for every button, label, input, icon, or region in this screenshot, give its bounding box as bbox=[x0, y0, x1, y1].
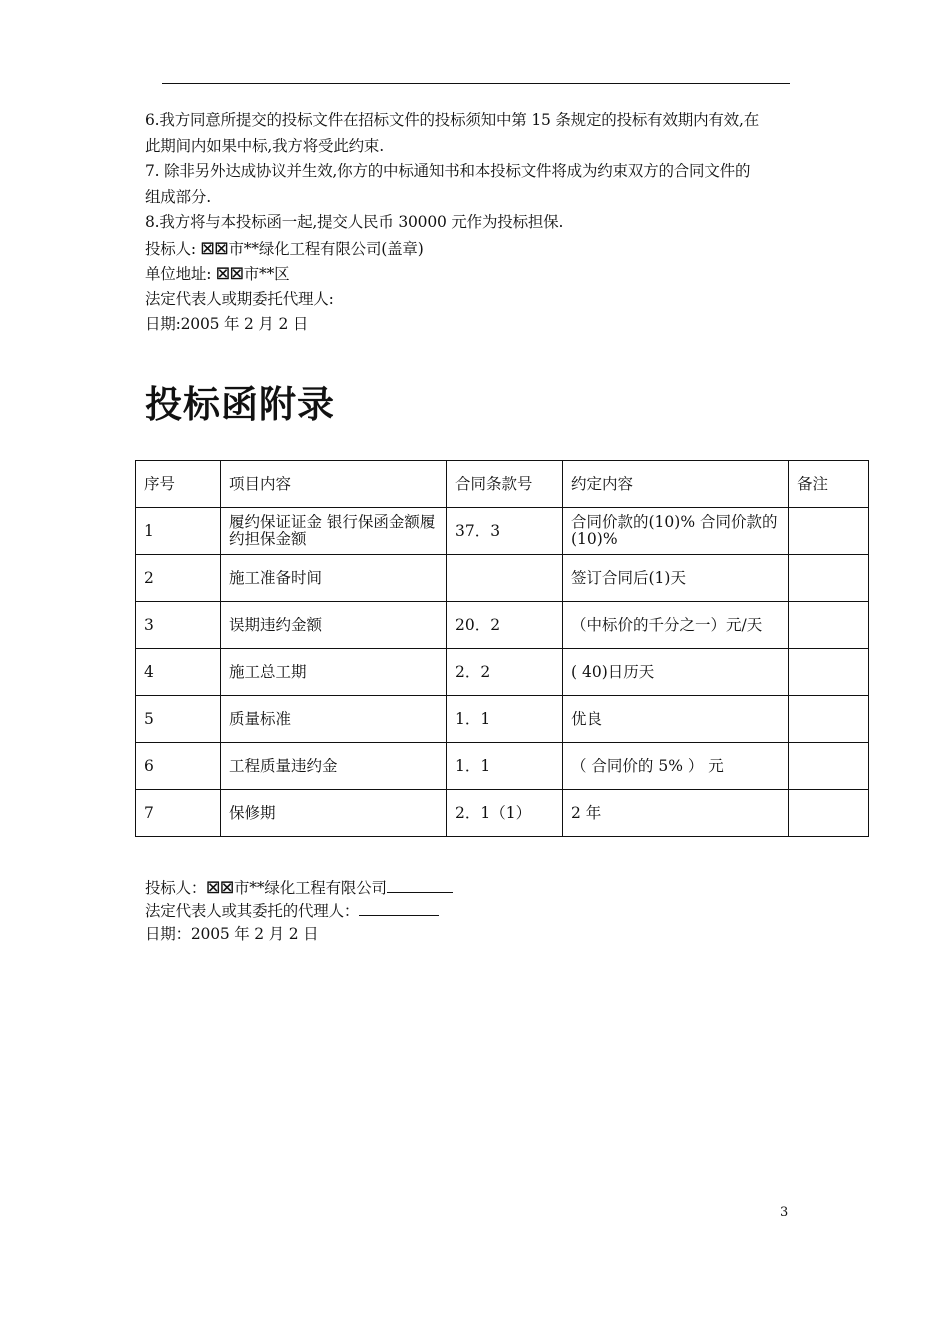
table-row bbox=[136, 696, 869, 743]
table-cell bbox=[789, 696, 869, 743]
paragraph-7-line-2: 组成部分. bbox=[145, 187, 211, 206]
bid-letter-body bbox=[145, 108, 825, 338]
table-cell: 签订合同后(1)天 bbox=[563, 555, 789, 602]
table-cell bbox=[789, 649, 869, 696]
table-cell: 20．2 bbox=[447, 602, 563, 649]
page-number: 3 bbox=[780, 1205, 789, 1220]
table-cell: 1．1 bbox=[447, 743, 563, 790]
table-cell bbox=[789, 555, 869, 602]
signature-date-line: 日期：2005 年 2 月 2 日 bbox=[145, 925, 319, 943]
table-cell: 优良 bbox=[563, 696, 789, 743]
table-cell: 2．1（1） bbox=[447, 790, 563, 837]
table-cell: 2 年 bbox=[563, 790, 789, 837]
paragraph-6-line-1: 6.我方同意所提交的投标文件在招标文件的投标须知中第 15 条规定的投标有效期内有效,在 bbox=[145, 111, 759, 129]
signature-bidder-line: 投标人：☒☒市**绿化工程有限公司 bbox=[145, 876, 453, 900]
table-cell: 7 bbox=[136, 790, 221, 837]
representative-line: 法定代表人或期委托代理人: bbox=[145, 289, 334, 308]
table-header-cell: 序号 bbox=[136, 461, 221, 508]
table-cell: 履约保证证金 银行保函金额履约担保金额 bbox=[221, 508, 447, 555]
table-cell bbox=[789, 602, 869, 649]
table-row bbox=[136, 555, 869, 602]
table-cell bbox=[789, 743, 869, 790]
placeholder-box-icon: ☒☒ bbox=[206, 878, 234, 897]
table-row bbox=[136, 743, 869, 790]
table-cell: 施工总工期 bbox=[221, 649, 447, 696]
address-line: 单位地址: ☒☒市**区 bbox=[145, 264, 290, 283]
table-header-cell: 合同条款号 bbox=[447, 461, 563, 508]
header-rule bbox=[162, 83, 790, 84]
table-cell bbox=[789, 508, 869, 555]
table-cell: 3 bbox=[136, 602, 221, 649]
bidder-line: 投标人: ☒☒市**绿化工程有限公司(盖章) bbox=[145, 238, 424, 258]
table-cell: 工程质量违约金 bbox=[221, 743, 447, 790]
table-cell: （中标价的千分之一）元/天 bbox=[563, 602, 789, 649]
table-row bbox=[136, 790, 869, 837]
table-cell: ( 40)日历天 bbox=[563, 649, 789, 696]
paragraph-8: 8.我方将与本投标函一起,提交人民币 30000 元作为投标担保. bbox=[145, 213, 564, 231]
table-cell: 1．1 bbox=[447, 696, 563, 743]
table-header-row bbox=[136, 461, 869, 508]
table-row bbox=[136, 602, 869, 649]
table-cell: 误期违约金额 bbox=[221, 602, 447, 649]
signature-representative-line: 法定代表人或其委托的代理人： bbox=[145, 900, 453, 924]
placeholder-box-icon: ☒☒ bbox=[200, 238, 229, 258]
table-cell bbox=[447, 555, 563, 602]
table-cell: 2 bbox=[136, 555, 221, 602]
table-cell: 质量标准 bbox=[221, 696, 447, 743]
placeholder-box-icon: ☒☒ bbox=[215, 264, 244, 283]
table-cell: 2．2 bbox=[447, 649, 563, 696]
paragraph-6-line-2: 此期间内如果中标,我方将受此约束. bbox=[145, 136, 384, 155]
table-cell: 5 bbox=[136, 696, 221, 743]
table-cell: 保修期 bbox=[221, 790, 447, 837]
table-cell: 6 bbox=[136, 743, 221, 790]
table-cell: 37．3 bbox=[447, 508, 563, 555]
table-cell bbox=[789, 790, 869, 837]
table-cell: 4 bbox=[136, 649, 221, 696]
date-line: 日期:2005 年 2 月 2 日 bbox=[145, 315, 309, 333]
table-row bbox=[136, 649, 869, 696]
blank-underline bbox=[359, 900, 439, 916]
appendix-table bbox=[135, 460, 869, 837]
table-cell: 合同价款的(10)% 合同价款的(10)% bbox=[563, 508, 789, 555]
appendix-title: 投标函附录 bbox=[145, 383, 335, 426]
table-cell: 1 bbox=[136, 508, 221, 555]
signature-block bbox=[145, 876, 453, 947]
table-cell: （ 合同价的 5% ） 元 bbox=[563, 743, 789, 790]
table-cell: 施工准备时间 bbox=[221, 555, 447, 602]
table-header-cell: 备注 bbox=[789, 461, 869, 508]
paragraph-7-line-1: 7. 除非另外达成协议并生效,你方的中标通知书和本投标文件将成为约束双方的合同文件的 bbox=[145, 162, 751, 180]
blank-underline bbox=[387, 877, 453, 893]
table-row bbox=[136, 508, 869, 555]
table-header-cell: 约定内容 bbox=[563, 461, 789, 508]
table-header-cell: 项目内容 bbox=[221, 461, 447, 508]
